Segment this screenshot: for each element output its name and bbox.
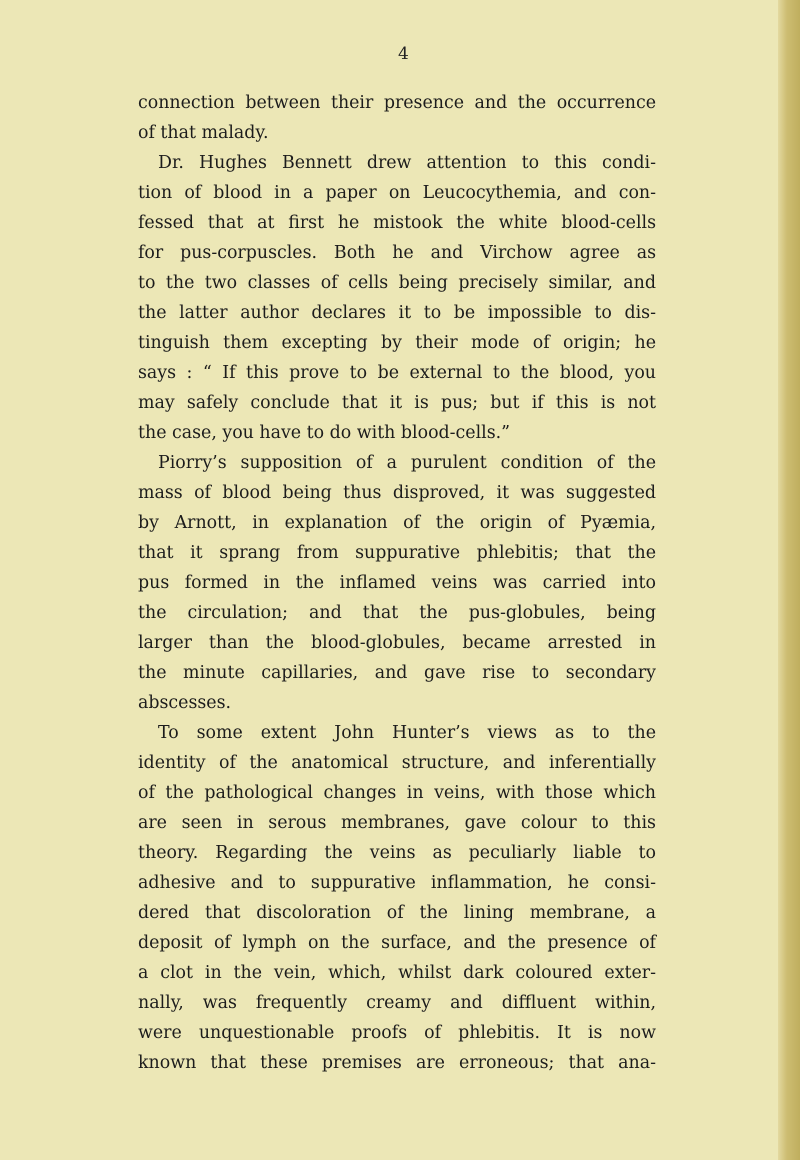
text-line: says : “ If this prove to be external to the blood, you — [138, 363, 656, 383]
text-line: abscesses. — [138, 693, 232, 713]
text-line: of the pathological changes in veins, with those which — [138, 783, 656, 803]
text-line: a clot in the vein, which, whilst dark coloured exter- — [138, 963, 656, 983]
text-line: the latter author declares it to be impossible to dis- — [138, 303, 656, 323]
text-line: To some extent John Hunter’s views as to the — [158, 723, 656, 743]
text-line: for pus-corpuscles. Both he and Virchow agree as — [138, 243, 656, 263]
text-line: Dr. Hughes Bennett drew attention to this condi- — [158, 153, 656, 173]
text-line: by Arnott, in explanation of the origin of Pyæmia, — [138, 513, 656, 533]
text-line: the minute capillaries, and gave rise to secondary — [138, 663, 656, 683]
text-line: may safely conclude that it is pus; but if this is not — [138, 393, 656, 413]
text-line: to the two classes of cells being precisely similar, and — [138, 273, 656, 293]
text-line: fessed that at first he mistook the white blood-cells — [138, 213, 656, 233]
text-line: are seen in serous membranes, gave colour to this — [138, 813, 656, 833]
page-binding-edge — [778, 0, 800, 1160]
body-text — [138, 88, 656, 1078]
text-line: were unquestionable proofs of phlebitis. It is now — [138, 1023, 656, 1043]
text-line: deposit of lymph on the surface, and the presence of — [138, 933, 656, 953]
text-line: mass of blood being thus disproved, it was suggested — [138, 483, 656, 503]
text-line: connection between their presence and the occurrence — [138, 93, 656, 113]
text-line: nally, was frequently creamy and diffluent within, — [138, 993, 656, 1013]
text-line: the case, you have to do with blood-cells.” — [138, 423, 511, 443]
text-line: known that these premises are erroneous; that ana- — [138, 1053, 656, 1073]
text-line: tinguish them excepting by their mode of origin; he — [138, 333, 656, 353]
text-line: dered that discoloration of the lining membrane, a — [138, 903, 656, 923]
page-number: 4 — [398, 44, 409, 64]
text-line: adhesive and to suppurative inflammation, he consi- — [138, 873, 656, 893]
text-line: Piorry’s supposition of a purulent condition of the — [158, 453, 656, 473]
text-line: the circulation; and that the pus-globules, being — [138, 603, 656, 623]
text-line: larger than the blood-globules, became arrested in — [138, 633, 656, 653]
text-line: identity of the anatomical structure, and inferentially — [138, 753, 656, 773]
text-line: tion of blood in a paper on Leucocythemia, and con- — [138, 183, 656, 203]
text-line: that it sprang from suppurative phlebitis; that the — [138, 543, 656, 563]
text-line: of that malady. — [138, 123, 269, 143]
text-line: pus formed in the inflamed veins was carried into — [138, 573, 656, 593]
text-line: theory. Regarding the veins as peculiarly liable to — [138, 843, 656, 863]
